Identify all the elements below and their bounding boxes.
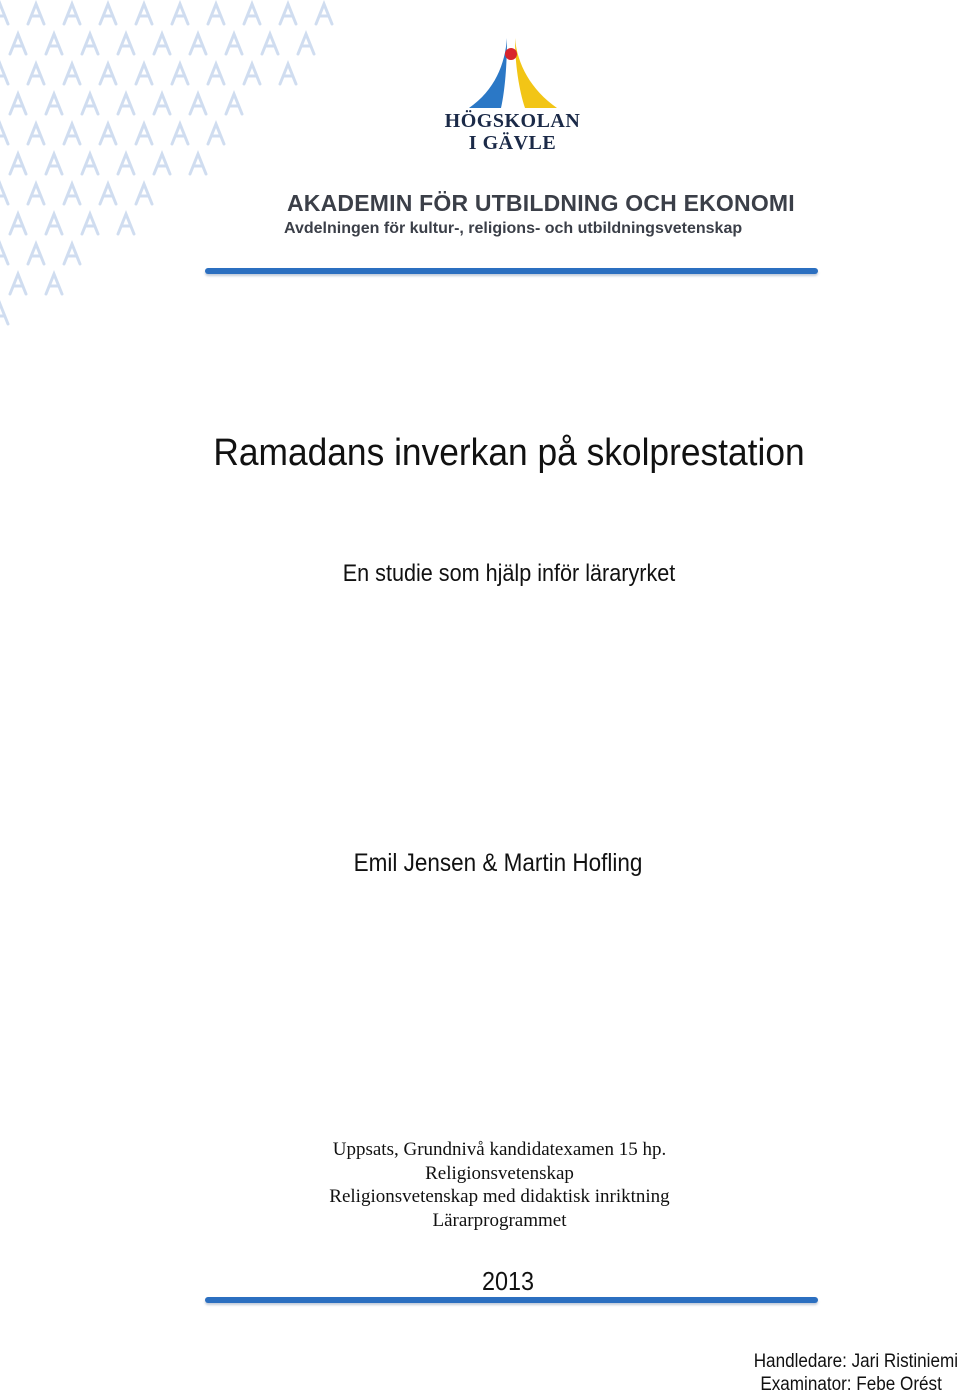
watermark-glyph bbox=[46, 214, 62, 234]
watermark-glyph bbox=[208, 124, 224, 144]
watermark-glyph bbox=[28, 244, 44, 264]
watermark-glyph bbox=[64, 124, 80, 144]
watermark-glyph bbox=[0, 4, 8, 24]
header-divider bbox=[205, 268, 818, 274]
footer-divider bbox=[205, 1297, 818, 1303]
thesis-authors: Emil Jensen & Martin Hofling bbox=[353, 849, 643, 877]
watermark-glyph bbox=[226, 94, 242, 114]
watermark-glyph bbox=[28, 124, 44, 144]
watermark-glyph bbox=[208, 64, 224, 84]
watermark-glyph bbox=[100, 4, 116, 24]
logo-wordmark-line2: I GÄVLE bbox=[468, 132, 557, 154]
watermark-glyph bbox=[100, 124, 116, 144]
thesis-year: 2013 bbox=[481, 1266, 535, 1296]
watermark-glyph bbox=[0, 244, 8, 264]
watermark-glyph bbox=[10, 94, 26, 114]
watermark-glyph bbox=[316, 4, 332, 24]
watermark-glyph bbox=[280, 64, 296, 84]
watermark-glyph bbox=[118, 154, 134, 174]
watermark-glyph bbox=[64, 4, 80, 24]
watermark-glyph bbox=[10, 34, 26, 54]
watermark-glyph bbox=[64, 184, 80, 204]
watermark-glyph bbox=[172, 4, 188, 24]
thesis-info bbox=[0, 1138, 960, 1232]
watermark-glyph bbox=[0, 64, 8, 84]
watermark-glyph bbox=[298, 34, 314, 54]
watermark-glyph bbox=[10, 214, 26, 234]
logo-wordmark-line1: HÖGSKOLAN bbox=[444, 110, 581, 132]
watermark-glyph bbox=[28, 64, 44, 84]
watermark-glyph bbox=[82, 154, 98, 174]
watermark-glyph bbox=[28, 184, 44, 204]
watermark-glyph bbox=[100, 184, 116, 204]
watermark-pattern-icon bbox=[0, 0, 360, 340]
info-line-program: Lärarprogrammet bbox=[432, 1209, 567, 1231]
watermark-glyph bbox=[280, 4, 296, 24]
watermark-glyph bbox=[190, 154, 206, 174]
supervisors-block bbox=[754, 1350, 958, 1396]
watermark-glyph bbox=[136, 64, 152, 84]
watermark-glyph bbox=[154, 94, 170, 114]
watermark-glyph bbox=[10, 154, 26, 174]
watermark-glyph bbox=[0, 184, 8, 204]
watermark-glyph bbox=[0, 304, 8, 324]
watermark-glyph bbox=[64, 64, 80, 84]
watermark-glyph bbox=[64, 244, 80, 264]
academy-name: AKADEMIN FÖR UTBILDNING OCH EKONOMI bbox=[287, 190, 795, 216]
watermark-glyph bbox=[10, 274, 26, 294]
watermark-glyph bbox=[190, 34, 206, 54]
info-line-level: Uppsats, Grundnivå kandidatexamen 15 hp. bbox=[332, 1139, 667, 1160]
watermark-glyph bbox=[208, 4, 224, 24]
watermark-glyph bbox=[262, 34, 278, 54]
examiner-line: Examinator: Febe Orést bbox=[760, 1374, 942, 1395]
watermark-glyph bbox=[82, 94, 98, 114]
thesis-title: Ramadans inverkan på skolprestation bbox=[213, 432, 805, 474]
thesis-subtitle: En studie som hjälp inför läraryrket bbox=[342, 560, 676, 587]
watermark-glyph bbox=[190, 94, 206, 114]
supervisor-line: Handledare: Jari Ristiniemi bbox=[753, 1351, 958, 1372]
watermark-glyph bbox=[136, 184, 152, 204]
watermark-glyph bbox=[82, 214, 98, 234]
watermark-glyph bbox=[28, 4, 44, 24]
watermark-glyph bbox=[46, 94, 62, 114]
watermark-glyph bbox=[118, 214, 134, 234]
watermark-glyph bbox=[46, 154, 62, 174]
watermark-glyph bbox=[244, 4, 260, 24]
watermark-glyph bbox=[82, 34, 98, 54]
watermark-glyph bbox=[244, 64, 260, 84]
watermark-glyph bbox=[46, 274, 62, 294]
watermark-glyph bbox=[154, 34, 170, 54]
watermark-glyph bbox=[46, 34, 62, 54]
watermark-glyph bbox=[136, 4, 152, 24]
watermark-glyph bbox=[100, 64, 116, 84]
info-line-subject: Religionsvetenskap bbox=[425, 1162, 574, 1184]
watermark-glyph bbox=[118, 34, 134, 54]
watermark-glyph bbox=[0, 124, 8, 144]
watermark-glyph bbox=[154, 154, 170, 174]
info-line-specialization: Religionsvetenskap med didaktisk inriktning bbox=[329, 1186, 670, 1207]
watermark-glyph bbox=[172, 124, 188, 144]
watermark-glyph bbox=[226, 34, 242, 54]
watermark-glyph bbox=[118, 94, 134, 114]
division-name: Avdelningen för kultur-, religions- och utbildningsvetenskap bbox=[284, 220, 743, 237]
watermark-glyph bbox=[172, 64, 188, 84]
watermark-glyph bbox=[136, 124, 152, 144]
